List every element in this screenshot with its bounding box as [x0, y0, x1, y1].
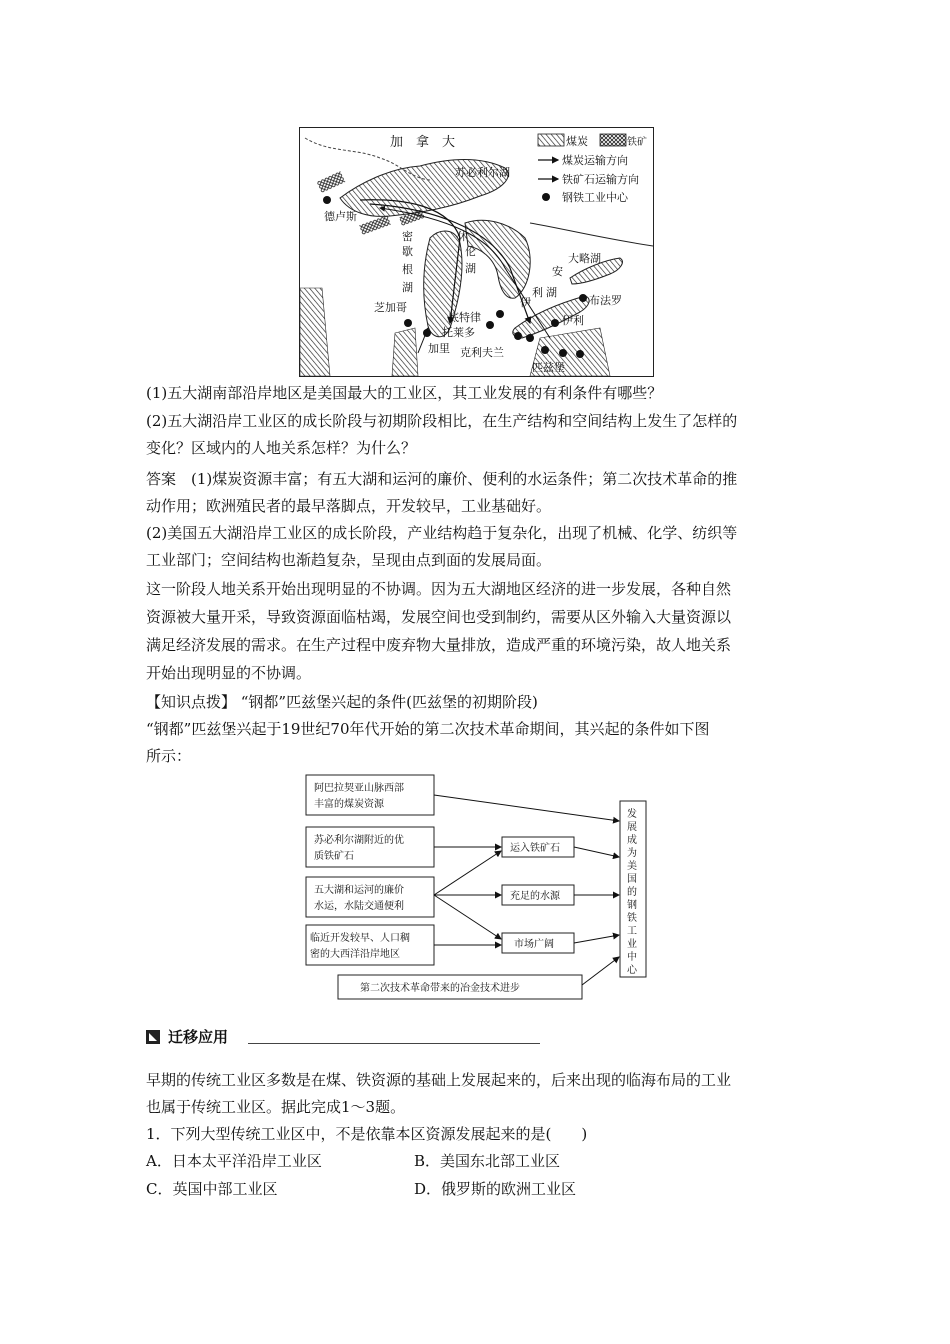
exercise-question-1: 1．下列大型传统工业区中，不是依靠本区资源发展起来的是( ) [146, 1125, 588, 1143]
section-underline [248, 1043, 540, 1044]
mid-market: 市场广阔 [514, 939, 554, 950]
dot-gary [423, 329, 431, 337]
result-char: 钢 [627, 900, 637, 911]
exercise-intro-1: 早期的传统工业区多数是在煤、铁资源的基础上发展起来的，后来出现的临海布局的工业 [146, 1071, 732, 1089]
mid-iron-in: 运入铁矿石 [510, 843, 560, 854]
label-huron-2: 伦 [465, 245, 476, 258]
arrow-water-iron [434, 851, 501, 895]
box4-line-b: 密的大西洋沿岸地区 [310, 949, 400, 960]
dot-erie [551, 319, 559, 327]
dot-detroit [496, 310, 504, 318]
label-michigan-3: 根 [402, 263, 413, 276]
label-erie-2: 利 [532, 286, 543, 299]
result-char: 铁 [627, 913, 637, 924]
dot-pittsburgh-1 [541, 346, 549, 354]
dot-pittsburgh-3 [576, 350, 584, 358]
label-erie-4: 伊 [520, 296, 531, 309]
section-marker-icon [146, 1030, 160, 1044]
label-erie-3: 湖 [546, 286, 557, 299]
mid-water-src: 充足的水源 [510, 891, 560, 902]
coastline-east [530, 223, 653, 246]
box1-line-a: 阿巴拉契亚山脉西部 [314, 783, 404, 794]
option-d: D．俄罗斯的欧洲工业区 [414, 1180, 577, 1198]
answer-line-4: 工业部门；空间结构也渐趋复杂，呈现由点到面的发展局面。 [146, 551, 552, 569]
result-char: 成 [627, 835, 637, 846]
label-pittsburgh: 匹兹堡 [532, 361, 565, 374]
exercise-intro-2: 也属于传统工业区。据此完成1～3题。 [146, 1098, 406, 1116]
answer-line-2: 动作用；欧洲殖民者的最早落脚点，开发较早，工业基础好。 [146, 497, 552, 515]
label-michigan-2: 歇 [402, 245, 413, 258]
legend-steel-dot [542, 193, 550, 201]
label-detroit: 底特律 [448, 311, 481, 324]
knowledge-line-2: 所示： [146, 747, 192, 765]
label-erie-1: 安 [552, 265, 563, 278]
legend-iron: 铁矿 [627, 137, 647, 148]
result-char: 中 [627, 952, 637, 963]
result-char: 业 [627, 939, 637, 950]
section-title: 迁移应用 [168, 1028, 229, 1046]
box1-line-b: 丰富的煤炭资源 [314, 799, 384, 810]
question-1: (1)五大湖南部沿岸地区是美国最大的工业区，其工业发展的有利条件有哪些？ [146, 384, 663, 402]
legend-coal: 煤炭 [566, 135, 588, 148]
answer-line-5: 这一阶段人地关系开始出现明显的不协调。因为五大湖地区经济的进一步发展，各种自然 [146, 580, 732, 598]
arrow-water-market [434, 895, 501, 939]
box2-line-b: 质铁矿石 [314, 851, 354, 862]
dot-buffalo [579, 294, 587, 302]
arrow-ironin-result [574, 847, 619, 857]
question-2-line-1: (2)五大湖沿岸工业区的成长阶段与初期阶段相比，在生产结构和空间结构上发生了怎样的 [146, 412, 738, 430]
bottom-tech: 第二次技术革命带来的冶金技术进步 [360, 983, 520, 994]
coal-field-west [300, 288, 330, 376]
result-char: 工 [627, 926, 637, 937]
dot-toledo [486, 321, 494, 329]
knowledge-title: 【知识点拨】 “钢都”匹兹堡兴起的条件(匹兹堡的初期阶段) [146, 693, 538, 711]
result-char: 发 [627, 809, 637, 820]
answer-line-3: (2)美国五大湖沿岸工业区的成长阶段，产业结构趋于复杂化，出现了机械、化学、纺织等 [146, 524, 738, 542]
dot-duluth [323, 196, 331, 204]
flowchart-svg [300, 767, 648, 1003]
label-huron-3: 湖 [465, 262, 476, 275]
dot-chicago [404, 319, 412, 327]
knowledge-line-1: “钢都”匹兹堡兴起于19世纪70年代开始的第二次技术革命期间，其兴起的条件如下图 [146, 720, 710, 738]
box4-line-a: 临近开发较早、人口稠 [310, 933, 410, 944]
iron-deposit-2 [359, 215, 391, 235]
map-svg [300, 128, 653, 376]
label-superior: 苏必利尔湖 [455, 166, 510, 179]
label-michigan-4: 湖 [402, 281, 413, 294]
result-char: 展 [627, 822, 637, 833]
dot-pittsburgh-2 [559, 349, 567, 357]
legend-coal-swatch [538, 134, 564, 146]
label-chicago: 芝加哥 [374, 301, 407, 314]
label-michigan-1: 密 [402, 230, 413, 243]
dot-cleveland-1 [514, 332, 522, 340]
result-char: 心 [627, 965, 637, 976]
answer-line-8: 开始出现明显的不协调。 [146, 664, 312, 682]
arrow-tech-result [582, 957, 619, 985]
box3-line-b: 水运，水陆交通便利 [314, 901, 404, 912]
box3-line-a: 五大湖和运河的廉价 [314, 885, 404, 896]
result-char: 的 [627, 887, 637, 898]
answer-line-1: 答案 (1)煤炭资源丰富；有五大湖和运河的廉价、便利的水运条件；第二次技术革命的推 [146, 470, 738, 488]
label-ontario: 大略湖 [568, 252, 601, 265]
iron-deposit-1 [317, 171, 346, 193]
great-lakes-map [299, 127, 654, 377]
dot-cleveland-2 [526, 334, 534, 342]
label-buffalo: 布法罗 [589, 294, 622, 307]
pittsburgh-flowchart [300, 767, 648, 1003]
label-huron-1: 休 [457, 230, 468, 243]
label-erie-city: 伊利 [562, 314, 584, 327]
box2-line-a: 苏必利尔湖附近的优 [314, 835, 404, 846]
legend-ore-route: 铁矿石运输方向 [562, 173, 639, 186]
result-char: 国 [627, 874, 637, 885]
label-canada: 加 拿 大 [390, 135, 456, 150]
answer-line-6: 资源被大量开采，导致资源面临枯竭，发展空间也受到制约，需要从区外输入大量资源以 [146, 608, 732, 626]
option-c: C．英国中部工业区 [146, 1180, 278, 1198]
result-char: 为 [627, 848, 637, 859]
question-2-line-2: 变化？区域内的人地关系怎样？为什么？ [146, 439, 417, 457]
option-a: A．日本太平洋沿岸工业区 [146, 1152, 322, 1170]
legend-iron-swatch [600, 134, 626, 146]
result-char: 美 [627, 861, 637, 872]
legend-coal-route: 煤炭运输方向 [562, 154, 628, 167]
label-toledo: 托莱多 [442, 326, 475, 339]
coal-field-illinois [392, 328, 418, 376]
section-header [146, 1027, 566, 1049]
label-gary: 加里 [428, 342, 450, 355]
legend-steel-center: 钢铁工业中心 [562, 191, 628, 204]
label-cleveland: 克利夫兰 [460, 346, 504, 359]
answer-line-7: 满足经济发展的需求。在生产过程中废弃物大量排放，造成严重的环境污染，故人地关系 [146, 636, 732, 654]
arrow-marketwide-result [574, 935, 619, 943]
arrow-coal-result [434, 795, 619, 821]
option-b: B．美国东北部工业区 [414, 1152, 561, 1170]
label-duluth: 德卢斯 [324, 210, 357, 223]
